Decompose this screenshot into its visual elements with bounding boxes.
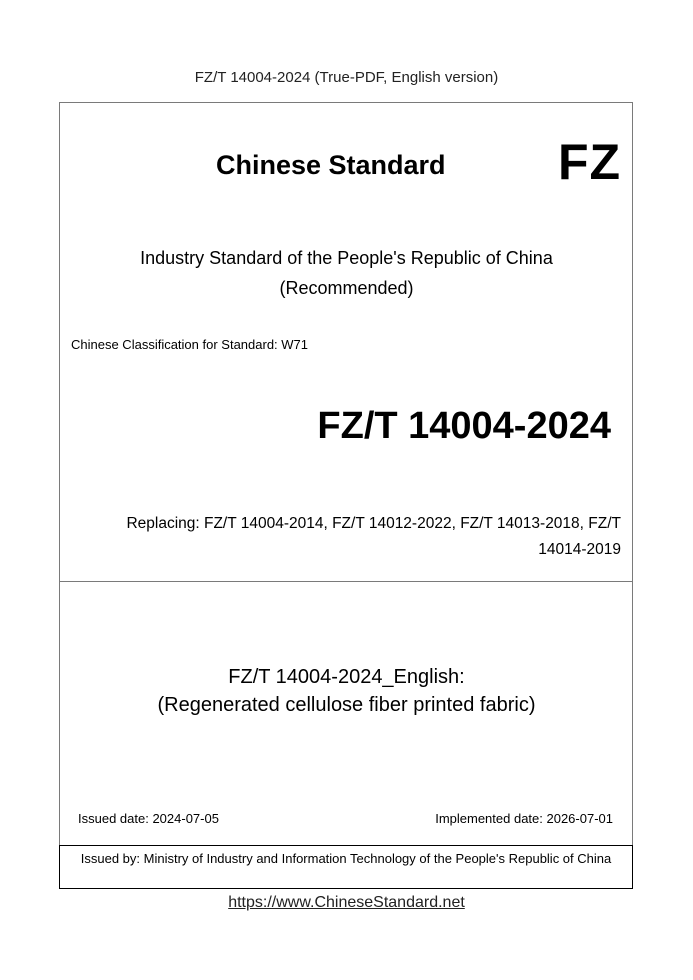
implemented-date: Implemented date: 2026-07-01 (435, 811, 613, 826)
cover-heading: Chinese Standard (216, 150, 446, 180)
replacing-line-2: 14014-2019 (538, 541, 621, 558)
classification: Chinese Classification for Standard: W71 (71, 337, 309, 352)
issued-date: Issued date: 2024-07-05 (78, 811, 219, 826)
industry-line: Industry Standard of the People's Republic of China (140, 248, 553, 268)
website-link[interactable]: https://www.ChineseStandard.net (228, 894, 465, 911)
header-title: FZ/T 14004-2024 (True-PDF, English version) (194, 69, 499, 86)
issuer-box (59, 845, 633, 889)
issuer-text: Issued by: Ministry of Industry and Information Technology of the People's Republic of China (80, 851, 612, 866)
fz-logo: FZ (558, 134, 622, 190)
standard-number: FZ/T 14004-2024 (317, 405, 611, 447)
document-title-line-2: (Regenerated cellulose fiber printed fabric) (157, 694, 536, 716)
document-title-line-1: FZ/T 14004-2024_English: (228, 666, 465, 688)
recommended-line: (Recommended) (279, 278, 414, 298)
replacing-line-1: Replacing: FZ/T 14004-2014, FZ/T 14012-2022, FZ/T 14013-2018, FZ/T (126, 515, 621, 532)
